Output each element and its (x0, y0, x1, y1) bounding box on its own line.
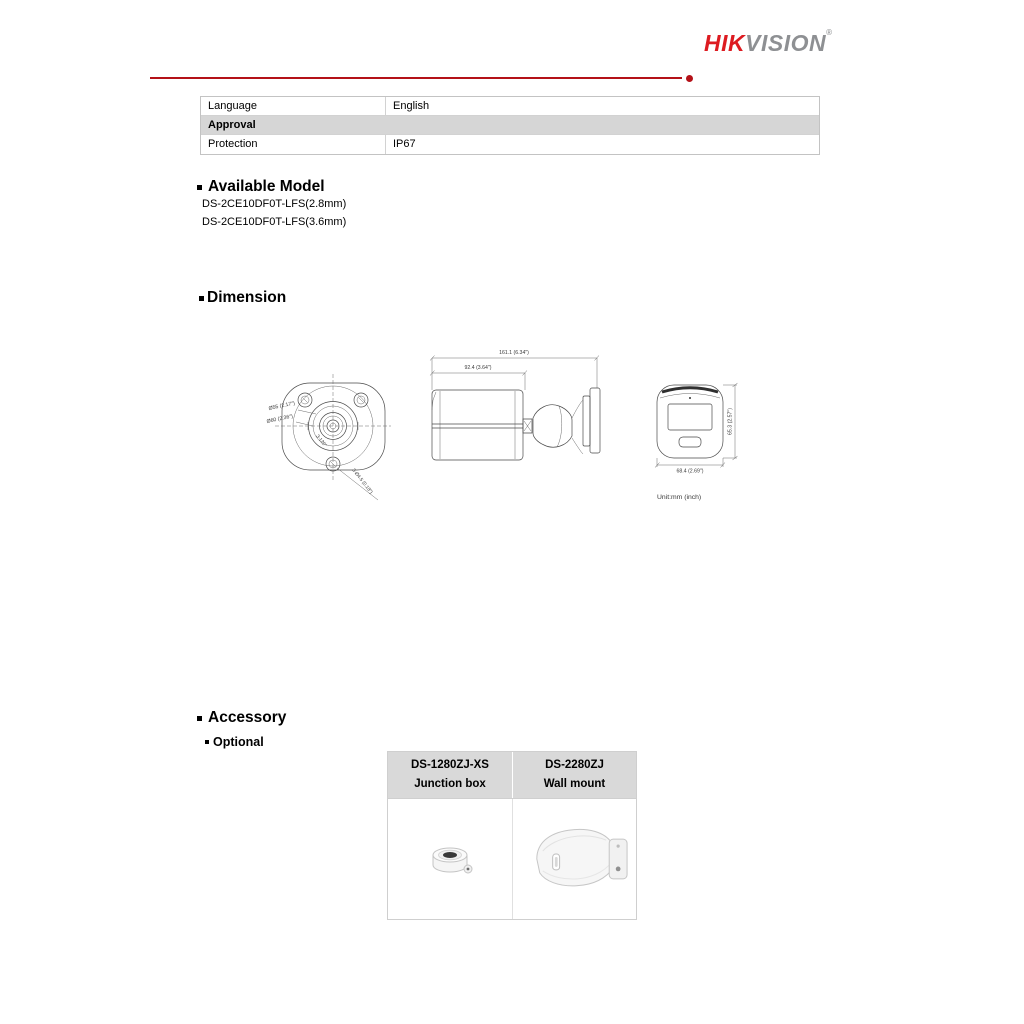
dimension-drawings (260, 340, 760, 510)
accessory-table-body (388, 798, 636, 919)
accessory-name: Junction box (414, 778, 486, 790)
square-bullet-icon (197, 716, 202, 721)
wall-mount-image (512, 799, 636, 919)
model-name: DS-2CE10DF0T-LFS(2.8mm) (202, 198, 347, 210)
screw-hole (354, 393, 368, 407)
heading-text: Available Model (208, 178, 325, 195)
spec-value: English (393, 100, 430, 112)
rear-dia-base-label: Ø60 (2.36") (266, 413, 294, 425)
accessory-heading (197, 709, 286, 727)
spec-label: Protection (201, 135, 386, 154)
logo-vision-text: VISION (745, 30, 827, 56)
junction-box-drawing (388, 799, 512, 920)
rear-view-drawing (266, 374, 391, 500)
square-bullet-icon (205, 740, 209, 744)
heading-text: Dimension (207, 289, 287, 306)
table-row (201, 97, 819, 116)
model-name: DS-2CE10DF0T-LFS(3.6mm) (202, 216, 347, 228)
accessory-model: DS-1280ZJ-XS (411, 759, 489, 771)
unit-note: Unit:mm (inch) (657, 494, 702, 501)
square-bullet-icon (199, 296, 204, 301)
table-section-row (201, 116, 819, 135)
rear-holes-label: 3-Ø4.5 (0.18") (350, 468, 373, 496)
spec-table (200, 96, 820, 155)
spec-value: IP67 (393, 138, 416, 150)
red-divider-dot (686, 75, 693, 82)
front-view-drawing (655, 383, 738, 501)
front-width-label: 68.4 (2.69") (676, 468, 704, 475)
accessory-table (387, 751, 637, 920)
accessory-header-cell (388, 752, 512, 798)
available-model-heading (197, 178, 325, 196)
dimension-heading (199, 289, 286, 307)
subheading-text: Optional (213, 735, 264, 749)
junction-box-image (388, 799, 512, 919)
square-bullet-icon (197, 185, 202, 190)
spec-label: Language (201, 97, 386, 115)
wall-mount-drawing (513, 799, 636, 920)
rear-dia-mount-label: Ø55 (2.17") (268, 400, 296, 412)
accessory-header-cell (512, 752, 636, 798)
spec-section-header: Approval (201, 116, 819, 134)
side-total-length-label: 161.1 (6.34") (499, 350, 529, 356)
logo-hik-text: HIK (704, 30, 746, 56)
screw-hole (298, 393, 312, 407)
rear-angle-label: 3-120° (314, 434, 328, 449)
front-height-label: 65.3 (2.57") (727, 408, 734, 435)
registered-mark: ® (826, 28, 833, 37)
accessory-table-header (388, 752, 636, 798)
table-row (201, 135, 819, 154)
accessory-model: DS-2280ZJ (545, 759, 604, 771)
side-view-drawing (430, 350, 600, 460)
optional-subheading (205, 735, 264, 749)
accessory-name: Wall mount (543, 778, 606, 790)
hikvision-logo (704, 30, 833, 57)
side-body-length-label: 92.4 (3.64") (464, 365, 492, 371)
red-divider-line (150, 77, 682, 79)
heading-text: Accessory (208, 709, 287, 726)
